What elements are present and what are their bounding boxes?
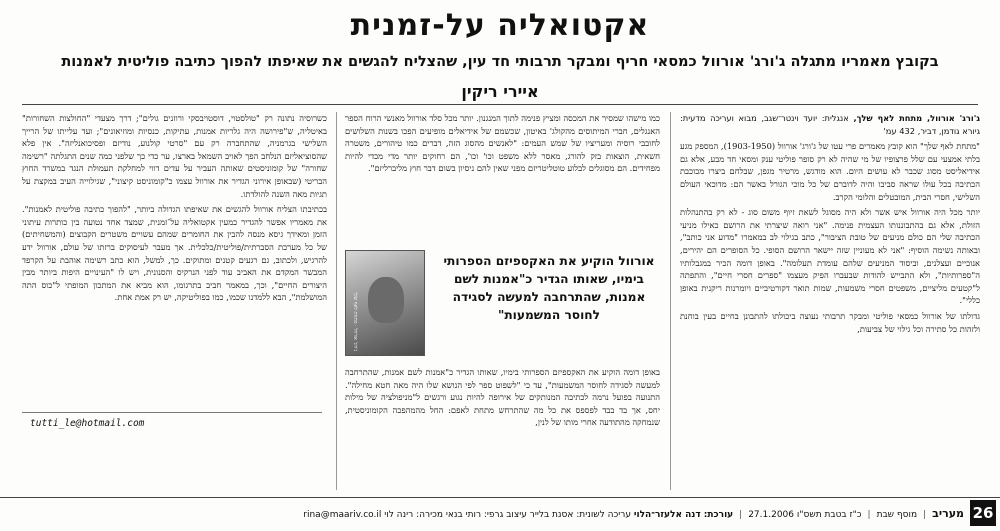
pullquote-text: אורוול הוקיע את האקספיזם הספרותי בימיו, שאותו הגדיר כ"אמנות לשם אמנות, שהתרחבה למעשה לסגידה לחוסר המשמעות": [443, 254, 655, 322]
contact-email[interactable]: rina@maariv.co.il: [303, 510, 382, 520]
issue-date: 27.1.2006: [748, 510, 795, 520]
paragraph: כמו מישהו שמסיר את המכסה ומציץ פנימה לתוך המנגנון. יותר מכל סלד אורוול מאנשי הרוח הספר האנגלים, חברי המיתוסים מהקולג' באיטון, שכשמם של אידיאלים מופיעים הפכו בשנות השלושים לחובבי רוסיה ומעריציו של שמש העמים: "לאנשים מהסוג הזה, דברים כמו טיהורים, משטרה חשאית, הוצאות בזק להורג, מאסר ללא משפט וכו' וכו', הם רחוקים יותר מדי מכדי להיות מפחידים. הם מסוגלים לבלוע טוטליטריזם מפני שאין להם ניסיון בשום דבר חוץ מליברליזם".: [345, 113, 660, 174]
graphic-design-credit: עיצוב גרפי: רותי בנאי: [445, 510, 527, 520]
article-headline: אקטואליה על-זמנית: [350, 8, 650, 43]
paragraph: כשרוסיה נתונה רק "טולסטוי, דוסטויבסקי ורוזנים גולים"; דרך מצעדי "החולצות השחורות" באיטליה, ש"פירושה היה גלריות אמנות, עתיקות, כנסיות ומוזיאונים"; ועד עלייתו של הרייך השלישי בגרמניה, שהתחברה רק עם "סרטי קולנוע, נודיזם ופסיכואנליזה". אין פלא שהסוציאליזם הנלחב הפך לאויב השמאל בארצו, ער כדי כך שלפני כמה שנים התגלתה "רשימה שחורה" של קומוניסטים שאותה העביר על עדים דווי למחלקת תעמולת הנגד במשרד החוץ הבריטי (שבאופן אירוני הגדיר את אורוול עצמו כ"קומוניסט קיצוני", שגילוייה העיב במקצת על תגיות מאה השנה להולדתו.: [22, 113, 327, 199]
portrait-silhouette: [368, 277, 404, 323]
column-divider: [336, 112, 337, 490]
page-footer: [0, 497, 1000, 531]
article-byline: איירי ריקין: [461, 82, 539, 101]
paragraph: בכתיבתו הצליח אורוול להגשים את שאיפתו הגדולה ביותר, "להפוך כתיבה פוליטית לאמנות". את מאמריו אפשר להגדיר כמעין אקטואליה על־זמנית, שמצד אחד נטועה בין כותרות עיתוני הזמן ומאידך גיסא מנסה להבין את החומרים שמהם עשויים משטרים הקבוצים (והמשחיתים) של כל מערכת הסברתית/פוליטית/כלכלית. אך מעבר לעיסוקים ברזתו של עולם, אורוול ידע להרגיש, ולכתוב, גם רגעים קטנים ומתוקים. כך, למשל, הוא כתב רשימה אוהבת על הקרפד המבשר המקדם את האביב עוד לפני הנרקיס והסנונית, ויש לו "העינויים היפות ביותר מבין היצורים החיים", וכך, במאמר חביב בתרגומו, הוא מביא את המתכון המופתי ל"כוס התה המושלמת", הבא ללמדנו שכמו, כמו בפוליטיקה, יש רק אמת אחת.: [22, 204, 327, 303]
book-info: [680, 112, 980, 137]
column-right: [680, 112, 980, 492]
column-divider: [670, 112, 671, 490]
book-cover-image: [345, 250, 425, 356]
ad-sales-credit: מכירה: רינה לוי: [384, 510, 443, 520]
paragraph: גדולתו של אורוול כמסאי פוליטי ומבקר תרבותי נעוצה ביכולתו להתבונן בחיים בעין בוחנת ולזהות כל סתירה וכל גילוי של צביעות,: [680, 310, 980, 334]
book-cover-spine-text: ג'ורג' אורוול · מתחת לאף שלך: [352, 291, 358, 351]
section-name: מוסף שבת: [876, 510, 918, 520]
column-left: [22, 112, 327, 492]
hebrew-date: כ"ז בטבת תשס"ו: [796, 510, 862, 520]
article-subhead: בקובץ מאמריו מתגלה ג'ורג' אורוול כמסאי חריף ומבקר תרבותי חד עין, שהצליח להגשים את שאיפתו להפוך כתיבה פוליטית לאמנות: [61, 54, 939, 70]
email-rule: [22, 412, 322, 413]
author-email[interactable]: tutti_le@hotmail.com: [30, 418, 145, 429]
book-title: ג'ורג' אורוול, מתחת לאף שלך,: [853, 113, 980, 123]
paper-name: מעריב: [932, 507, 964, 520]
editor-credit: עורכת: דנה אלעזר־הלוי: [633, 510, 734, 520]
book-details: אנגלית: יועד וינטר־שגב, מבוא ועריכה מדעית: גיורא גודמן, דביר, 432 עמ': [680, 113, 980, 136]
pullquote-box: [345, 250, 660, 362]
header-rule: [22, 104, 978, 105]
page-number: 26: [970, 500, 996, 526]
paragraph: באופן דומה הוקיע את האקספיזם הספרותי בימיו, שאותו הגדיר כ"אמנות לשם אמנות, שהתרחבה למעשה לסגידה לחוסר המשמעות", עד כי "לשפוט ספר לפי הנושא שלו היה מאה חטא מחילה". התנועה בפועל נרמה לכתיבה המנותקים של אירופה להיות נגוע ורגשים ל"מניפולציה של מילות יחס, אך בד בבד לפספס את כל מה שהתרחש מתחת לאפם: החל מהמהפכה הקומוניסטית, שנמחקה מהתודעה אחרי מותו של לנין,: [345, 367, 660, 428]
lang-editor-credit: עריכה לשונית: אסנת בלייר: [529, 510, 631, 520]
footer-line: מעריב|מוסף שבת|כ"ז בטבת תשס"ו 27.1.2006|עורכת: דנה אלעזר־הלוי עריכה לשונית: אסנת בלייר עיצוב גרפי: רותי בנאי מכירה: רינה לוי rina@maariv.co.il: [303, 507, 964, 520]
paragraph: יותר מכל היה אורוול איש אשר ולא היה מסוגל לשאת זיוף משום סוג - לא רק בהתנהלות הזולת, אלא גם בהתבוננותו העצמית פנימה. "אני רואה שיצרתי את הרושם כאילו מניעי הכתיבה שלי הם כולם מניעים של טובת הציבור", כתב בגילוי לב במאמרו "מדוע אני כותב", ובאותה נשימה הוסיף: "אני לא מעוניין שזה יישאר הרושם הסופי. כל הסופרים הם יהירים, אנוכיים ועצלנים, וביסוד המניעים שלהם עומדת תעלומה". באופן דומה הכיר במגבלותיו ה"ספרותיות", ולא התבייש להודות שבעברו הפיק מעצמו "ספרים חסרי חיים", והתפתה ל"קטעים מליציים, משפטים חסרי משמעות, שמות תואר דקורטיביים ויומרנות ריקנית באופן כללי".: [680, 207, 980, 306]
paragraph: "מתחת לאף שלך" הוא קובץ מאמרים פרי עטו של ג'ורג' אורוול (1903-1950), המספק מגע בלתי אמצעי עם שלל פרצופיו של מי שהיה לא רק סופר פוליטי ענק ומסאי חד מבע, אלא גם אידיאליסט מסוג שכבר לא עושים היום. הוא מודגש, מרטיר מגפן, שבלחם ביצרו מכוכבת הכתיבה בכל עולו שראה סביבו והיה לדוברם של כל מוכי הגורל באשר הם: מדוכאי העולם השלישי, חסרי הבית, המובטלים והלומי הקרב.: [680, 141, 980, 202]
